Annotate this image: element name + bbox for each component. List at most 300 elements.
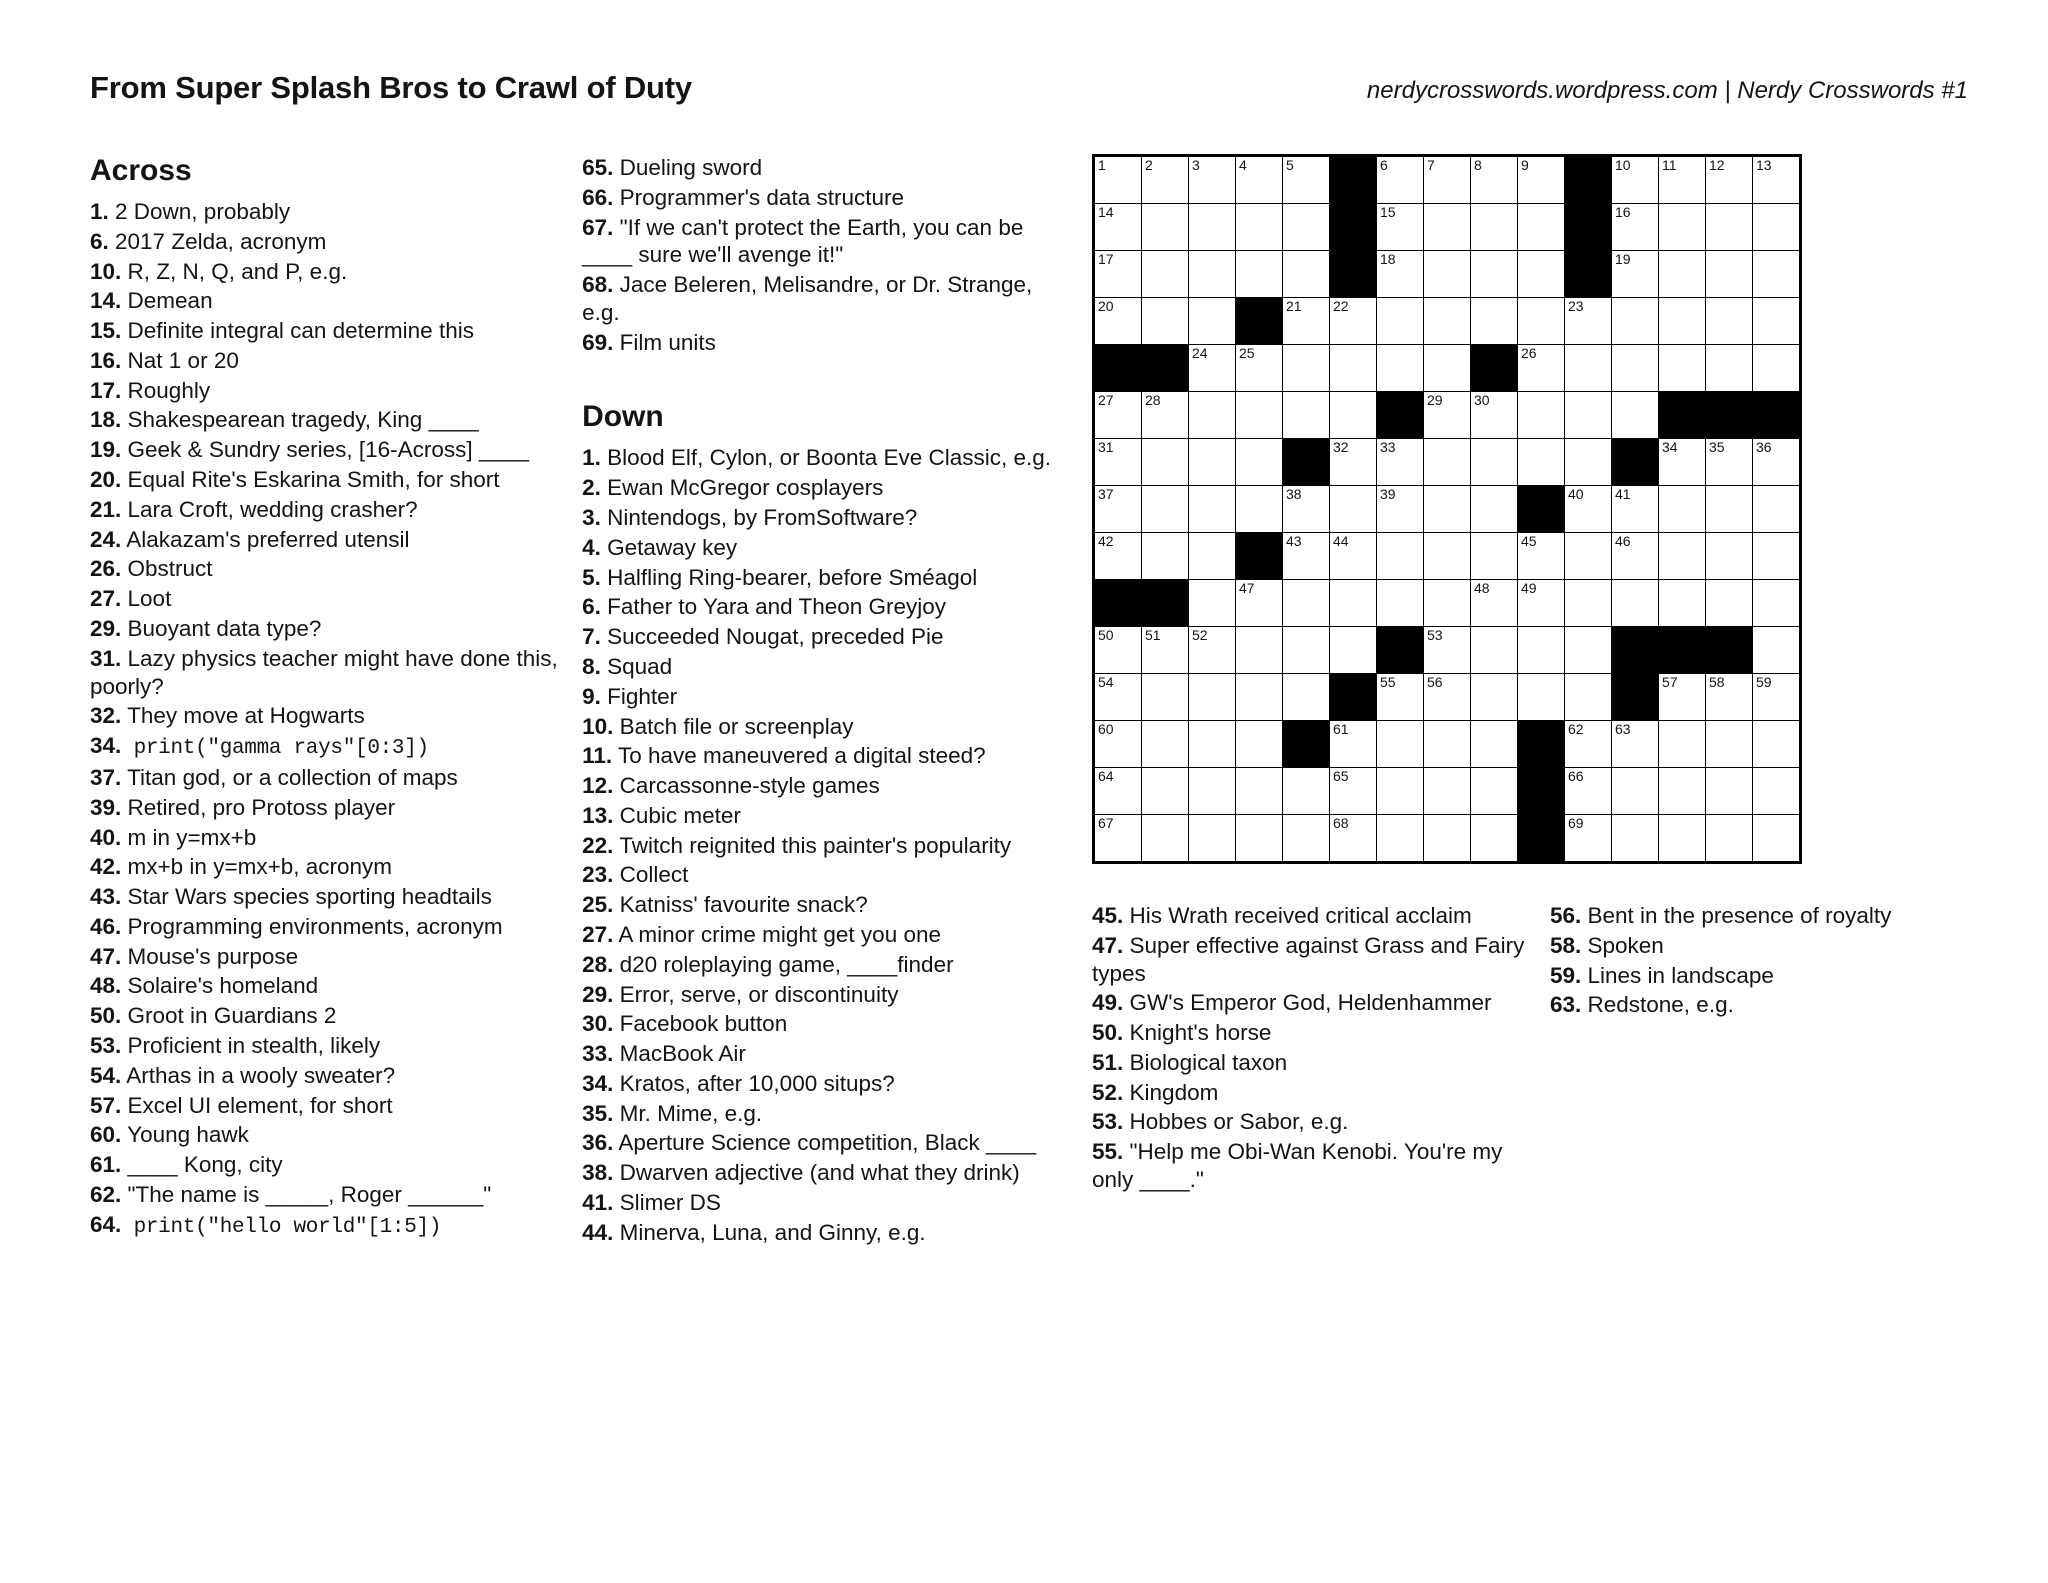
grid-cell[interactable] bbox=[1330, 439, 1377, 486]
clue-text: m in y=mx+b bbox=[121, 824, 257, 850]
grid-cell[interactable] bbox=[1283, 533, 1330, 580]
grid-cell[interactable] bbox=[1283, 815, 1330, 863]
grid-cell[interactable] bbox=[1753, 768, 1801, 815]
down-clue-list-1 bbox=[582, 444, 1064, 1246]
grid-cell-number: 41 bbox=[1615, 486, 1631, 502]
clue-number: 45. bbox=[1092, 903, 1124, 928]
grid-cell[interactable] bbox=[1659, 721, 1706, 768]
clue-text: print("gamma rays"[0:3]) bbox=[121, 737, 429, 761]
grid-cell[interactable] bbox=[1330, 345, 1377, 392]
grid-cell[interactable] bbox=[1094, 298, 1142, 345]
clue-item bbox=[90, 1092, 558, 1120]
grid-cell-number: 1 bbox=[1098, 157, 1106, 173]
grid-cell[interactable] bbox=[1706, 580, 1753, 627]
grid-cell[interactable] bbox=[1706, 815, 1753, 863]
across-clue-list-1 bbox=[90, 198, 558, 1241]
grid-cell[interactable] bbox=[1659, 298, 1706, 345]
clue-item bbox=[582, 593, 1064, 621]
grid-row bbox=[1094, 251, 1801, 298]
grid-cell[interactable] bbox=[1377, 580, 1424, 627]
clue-number: 29. bbox=[582, 981, 614, 1007]
grid-cell[interactable] bbox=[1424, 298, 1471, 345]
grid-cell[interactable] bbox=[1094, 768, 1142, 815]
grid-cell[interactable] bbox=[1330, 768, 1377, 815]
grid-cell[interactable] bbox=[1094, 815, 1142, 863]
grid-cell[interactable] bbox=[1659, 251, 1706, 298]
grid-cell[interactable] bbox=[1471, 439, 1518, 486]
grid-cell[interactable] bbox=[1471, 486, 1518, 533]
grid-cell[interactable] bbox=[1612, 251, 1659, 298]
grid-cell[interactable] bbox=[1142, 486, 1189, 533]
clue-text: Nintendogs, by FromSoftware? bbox=[600, 505, 918, 531]
grid-cell[interactable] bbox=[1189, 298, 1236, 345]
grid-cell[interactable] bbox=[1236, 486, 1283, 533]
grid-cell[interactable] bbox=[1706, 204, 1753, 251]
grid-cell-number: 5 bbox=[1286, 157, 1294, 173]
grid-cell[interactable] bbox=[1424, 674, 1471, 721]
clue-number: 66. bbox=[582, 184, 614, 210]
grid-cell[interactable] bbox=[1612, 768, 1659, 815]
clue-number: 64. bbox=[90, 1211, 122, 1237]
clue-item bbox=[582, 1159, 1064, 1187]
clue-text: Error, serve, or discontinuity bbox=[613, 981, 899, 1007]
grid-row bbox=[1094, 204, 1801, 251]
grid-cell[interactable] bbox=[1753, 486, 1801, 533]
clue-number: 13. bbox=[582, 802, 614, 828]
grid-cell[interactable] bbox=[1424, 204, 1471, 251]
grid-cell[interactable] bbox=[1236, 721, 1283, 768]
grid-cell[interactable] bbox=[1753, 439, 1801, 486]
clue-text: A minor crime might get you one bbox=[613, 921, 941, 947]
grid-cell[interactable] bbox=[1518, 580, 1565, 627]
clue-number: 50. bbox=[90, 1003, 122, 1029]
grid-cell[interactable] bbox=[1753, 815, 1801, 863]
grid-cell-number: 17 bbox=[1098, 251, 1114, 267]
grid-block-cell bbox=[1330, 156, 1377, 204]
grid-cell[interactable] bbox=[1565, 768, 1612, 815]
grid-cell[interactable] bbox=[1659, 486, 1706, 533]
clue-item bbox=[1550, 932, 1968, 960]
grid-cell[interactable] bbox=[1236, 392, 1283, 439]
grid-cell[interactable] bbox=[1189, 815, 1236, 863]
grid-cell[interactable] bbox=[1283, 627, 1330, 674]
grid-cell[interactable] bbox=[1377, 156, 1424, 204]
grid-cell[interactable] bbox=[1424, 251, 1471, 298]
clue-number: 50. bbox=[1092, 1020, 1124, 1046]
grid-block-cell bbox=[1565, 251, 1612, 298]
grid-row bbox=[1094, 345, 1801, 392]
clue-item bbox=[90, 615, 558, 643]
grid-cell[interactable] bbox=[1236, 204, 1283, 251]
clue-item bbox=[90, 702, 558, 730]
grid-block-cell bbox=[1518, 486, 1565, 533]
grid-cell[interactable] bbox=[1142, 439, 1189, 486]
grid-cell-number: 35 bbox=[1709, 439, 1725, 455]
grid-cell[interactable] bbox=[1753, 156, 1801, 204]
grid-cell[interactable] bbox=[1612, 298, 1659, 345]
grid-cell[interactable] bbox=[1094, 486, 1142, 533]
grid-cell[interactable] bbox=[1706, 345, 1753, 392]
grid-cell[interactable] bbox=[1706, 439, 1753, 486]
grid-cell[interactable] bbox=[1424, 345, 1471, 392]
grid-cell[interactable] bbox=[1706, 251, 1753, 298]
grid-cell[interactable] bbox=[1189, 533, 1236, 580]
clue-number: 16. bbox=[90, 347, 122, 373]
grid-cell[interactable] bbox=[1424, 533, 1471, 580]
grid-cell[interactable] bbox=[1142, 533, 1189, 580]
grid-cell[interactable] bbox=[1424, 721, 1471, 768]
grid-cell[interactable] bbox=[1471, 815, 1518, 863]
grid-cell[interactable] bbox=[1424, 156, 1471, 204]
clue-number: 53. bbox=[1092, 1109, 1124, 1135]
clue-text: Squad bbox=[600, 653, 673, 679]
grid-cell[interactable] bbox=[1659, 533, 1706, 580]
grid-cell-number: 59 bbox=[1756, 674, 1772, 690]
grid-cell[interactable] bbox=[1377, 768, 1424, 815]
grid-cell-number: 7 bbox=[1427, 157, 1435, 173]
grid-cell[interactable] bbox=[1236, 627, 1283, 674]
grid-block-cell bbox=[1706, 392, 1753, 439]
grid-cell[interactable] bbox=[1377, 486, 1424, 533]
grid-cell[interactable] bbox=[1424, 439, 1471, 486]
grid-cell[interactable] bbox=[1518, 345, 1565, 392]
grid-cell[interactable] bbox=[1753, 721, 1801, 768]
grid-cell[interactable] bbox=[1659, 204, 1706, 251]
grid-cell-number: 23 bbox=[1568, 298, 1584, 314]
clue-number: 32. bbox=[90, 703, 122, 729]
grid-cell[interactable] bbox=[1283, 298, 1330, 345]
grid-cell[interactable] bbox=[1094, 627, 1142, 674]
page-header bbox=[90, 70, 1968, 106]
grid-cell[interactable] bbox=[1094, 439, 1142, 486]
clue-number: 59. bbox=[1549, 962, 1582, 988]
grid-cell[interactable] bbox=[1142, 156, 1189, 204]
grid-cell[interactable] bbox=[1565, 533, 1612, 580]
grid-cell[interactable] bbox=[1330, 580, 1377, 627]
grid-cell[interactable] bbox=[1706, 156, 1753, 204]
grid-cell-number: 25 bbox=[1239, 345, 1255, 361]
grid-cell[interactable] bbox=[1330, 298, 1377, 345]
grid-cell[interactable] bbox=[1142, 674, 1189, 721]
grid-cell[interactable] bbox=[1753, 204, 1801, 251]
clue-item bbox=[582, 802, 1064, 830]
grid-cell[interactable] bbox=[1565, 345, 1612, 392]
clue-number: 61. bbox=[90, 1152, 122, 1178]
grid-cell[interactable] bbox=[1189, 674, 1236, 721]
grid-cell[interactable] bbox=[1565, 674, 1612, 721]
grid-cell[interactable] bbox=[1518, 533, 1565, 580]
grid-cell[interactable] bbox=[1565, 580, 1612, 627]
grid-cell[interactable] bbox=[1142, 204, 1189, 251]
grid-cell[interactable] bbox=[1189, 156, 1236, 204]
grid-cell[interactable] bbox=[1236, 580, 1283, 627]
grid-cell[interactable] bbox=[1424, 627, 1471, 674]
grid-cell[interactable] bbox=[1565, 486, 1612, 533]
grid-cell[interactable] bbox=[1377, 721, 1424, 768]
grid-cell[interactable] bbox=[1330, 815, 1377, 863]
grid-cell[interactable] bbox=[1471, 768, 1518, 815]
grid-cell[interactable] bbox=[1094, 204, 1142, 251]
clue-item bbox=[582, 1010, 1064, 1038]
clue-text: GW's Emperor God, Heldenhammer bbox=[1123, 990, 1492, 1016]
grid-cell[interactable] bbox=[1094, 251, 1142, 298]
clue-item bbox=[90, 347, 558, 375]
grid-cell[interactable] bbox=[1283, 392, 1330, 439]
grid-cell[interactable] bbox=[1424, 768, 1471, 815]
grid-cell-number: 38 bbox=[1286, 486, 1302, 502]
grid-cell[interactable] bbox=[1377, 204, 1424, 251]
grid-cell[interactable] bbox=[1471, 674, 1518, 721]
grid-cell[interactable] bbox=[1236, 439, 1283, 486]
grid-cell[interactable] bbox=[1659, 156, 1706, 204]
grid-cell[interactable] bbox=[1612, 721, 1659, 768]
grid-cell[interactable] bbox=[1283, 674, 1330, 721]
grid-cell[interactable] bbox=[1377, 251, 1424, 298]
page-content bbox=[90, 154, 1968, 1249]
grid-block-cell bbox=[1518, 815, 1565, 863]
grid-cell[interactable] bbox=[1094, 392, 1142, 439]
grid-cell[interactable] bbox=[1612, 392, 1659, 439]
grid-cell[interactable] bbox=[1377, 815, 1424, 863]
clue-item bbox=[90, 526, 558, 554]
clue-number: 38. bbox=[582, 1160, 614, 1186]
grid-cell[interactable] bbox=[1189, 251, 1236, 298]
grid-cell[interactable] bbox=[1236, 156, 1283, 204]
grid-cell[interactable] bbox=[1753, 533, 1801, 580]
grid-cell[interactable] bbox=[1094, 533, 1142, 580]
grid-cell-number: 56 bbox=[1427, 674, 1443, 690]
grid-cell[interactable] bbox=[1518, 156, 1565, 204]
clue-text: 2017 Zelda, acronym bbox=[108, 228, 327, 254]
grid-cell[interactable] bbox=[1377, 533, 1424, 580]
grid-cell[interactable] bbox=[1471, 580, 1518, 627]
grid-row bbox=[1094, 721, 1801, 768]
grid-cell[interactable] bbox=[1189, 439, 1236, 486]
grid-cell[interactable] bbox=[1424, 815, 1471, 863]
clue-item bbox=[90, 258, 558, 286]
grid-cell[interactable] bbox=[1189, 204, 1236, 251]
grid-cell[interactable] bbox=[1518, 674, 1565, 721]
clue-item bbox=[582, 951, 1064, 979]
grid-cell[interactable] bbox=[1236, 768, 1283, 815]
clue-item bbox=[90, 732, 558, 762]
grid-cell[interactable] bbox=[1518, 627, 1565, 674]
grid-block-cell bbox=[1094, 580, 1142, 627]
clue-text: They move at Hogwarts bbox=[121, 703, 365, 729]
grid-cell[interactable] bbox=[1377, 439, 1424, 486]
grid-cell[interactable] bbox=[1142, 251, 1189, 298]
grid-cell[interactable] bbox=[1565, 439, 1612, 486]
clue-number: 29. bbox=[90, 615, 122, 641]
grid-cell[interactable] bbox=[1471, 204, 1518, 251]
grid-cell[interactable] bbox=[1189, 721, 1236, 768]
grid-cell[interactable] bbox=[1753, 251, 1801, 298]
clue-item bbox=[1550, 902, 1968, 930]
grid-cell-number: 49 bbox=[1521, 580, 1537, 596]
grid-cell[interactable] bbox=[1471, 156, 1518, 204]
grid-cell[interactable] bbox=[1753, 345, 1801, 392]
grid-cell[interactable] bbox=[1471, 298, 1518, 345]
clue-number: 41. bbox=[582, 1190, 614, 1215]
grid-cell[interactable] bbox=[1330, 533, 1377, 580]
grid-cell[interactable] bbox=[1094, 156, 1142, 204]
grid-cell[interactable] bbox=[1283, 768, 1330, 815]
grid-cell[interactable] bbox=[1706, 721, 1753, 768]
grid-cell[interactable] bbox=[1424, 580, 1471, 627]
grid-cell[interactable] bbox=[1565, 627, 1612, 674]
grid-cell[interactable] bbox=[1565, 298, 1612, 345]
grid-cell[interactable] bbox=[1659, 580, 1706, 627]
clue-number: 6. bbox=[582, 594, 601, 620]
grid-block-cell bbox=[1283, 721, 1330, 768]
grid-cell[interactable] bbox=[1330, 486, 1377, 533]
clue-number: 36. bbox=[582, 1130, 614, 1156]
clue-text: Young hawk bbox=[121, 1122, 249, 1148]
grid-cell[interactable] bbox=[1189, 392, 1236, 439]
grid-cell[interactable] bbox=[1753, 298, 1801, 345]
grid-cell[interactable] bbox=[1424, 392, 1471, 439]
clue-text: Facebook button bbox=[613, 1011, 788, 1037]
grid-cell[interactable] bbox=[1706, 674, 1753, 721]
grid-cell[interactable] bbox=[1424, 486, 1471, 533]
grid-cell[interactable] bbox=[1142, 392, 1189, 439]
grid-cell[interactable] bbox=[1565, 721, 1612, 768]
grid-row bbox=[1094, 439, 1801, 486]
clue-item bbox=[582, 444, 1064, 472]
grid-cell[interactable] bbox=[1659, 439, 1706, 486]
grid-cell[interactable] bbox=[1283, 580, 1330, 627]
clue-text: Kingdom bbox=[1123, 1079, 1219, 1105]
grid-cell[interactable] bbox=[1659, 768, 1706, 815]
clue-text: Batch file or screenplay bbox=[613, 713, 854, 739]
grid-cell[interactable] bbox=[1189, 627, 1236, 674]
grid-cell[interactable] bbox=[1659, 674, 1706, 721]
grid-cell[interactable] bbox=[1471, 251, 1518, 298]
down-column-3 bbox=[1092, 902, 1550, 1196]
grid-cell[interactable] bbox=[1518, 204, 1565, 251]
grid-cell[interactable] bbox=[1283, 486, 1330, 533]
grid-cell-number: 61 bbox=[1333, 721, 1349, 737]
grid-cell[interactable] bbox=[1612, 204, 1659, 251]
grid-cell[interactable] bbox=[1236, 345, 1283, 392]
grid-cell[interactable] bbox=[1659, 815, 1706, 863]
grid-cell[interactable] bbox=[1612, 580, 1659, 627]
clue-item bbox=[1092, 1079, 1530, 1107]
grid-cell[interactable] bbox=[1377, 345, 1424, 392]
clue-text: Getaway key bbox=[600, 534, 738, 560]
grid-cell-number: 11 bbox=[1662, 157, 1677, 173]
grid-cell[interactable] bbox=[1706, 533, 1753, 580]
grid-cell-number: 4 bbox=[1239, 157, 1247, 173]
grid-cell-number: 30 bbox=[1474, 392, 1490, 408]
grid-cell[interactable] bbox=[1612, 533, 1659, 580]
clue-number: 51. bbox=[1092, 1049, 1124, 1075]
grid-cell[interactable] bbox=[1094, 721, 1142, 768]
grid-cell[interactable] bbox=[1612, 486, 1659, 533]
clue-item bbox=[582, 329, 1064, 357]
grid-cell[interactable] bbox=[1753, 674, 1801, 721]
grid-block-cell bbox=[1518, 768, 1565, 815]
grid-cell[interactable] bbox=[1612, 156, 1659, 204]
grid-cell[interactable] bbox=[1377, 298, 1424, 345]
grid-cell[interactable] bbox=[1471, 721, 1518, 768]
grid-cell[interactable] bbox=[1236, 815, 1283, 863]
grid-cell[interactable] bbox=[1142, 627, 1189, 674]
grid-cell[interactable] bbox=[1094, 674, 1142, 721]
grid-cell[interactable] bbox=[1283, 345, 1330, 392]
crossword-grid[interactable] bbox=[1092, 154, 1802, 864]
grid-cell[interactable] bbox=[1236, 674, 1283, 721]
grid-cell[interactable] bbox=[1142, 815, 1189, 863]
grid-cell[interactable] bbox=[1706, 768, 1753, 815]
clue-item bbox=[582, 271, 1064, 327]
clue-text: Spoken bbox=[1581, 932, 1664, 958]
grid-cell[interactable] bbox=[1471, 533, 1518, 580]
grid-cell[interactable] bbox=[1518, 439, 1565, 486]
clue-item bbox=[90, 1032, 558, 1060]
grid-cell[interactable] bbox=[1189, 345, 1236, 392]
grid-cell[interactable] bbox=[1330, 627, 1377, 674]
grid-cell[interactable] bbox=[1471, 392, 1518, 439]
grid-cell[interactable] bbox=[1659, 345, 1706, 392]
grid-cell[interactable] bbox=[1189, 486, 1236, 533]
grid-cell[interactable] bbox=[1189, 580, 1236, 627]
grid-cell[interactable] bbox=[1142, 298, 1189, 345]
clue-text: Roughly bbox=[121, 377, 211, 403]
grid-cell[interactable] bbox=[1471, 627, 1518, 674]
grid-cell[interactable] bbox=[1612, 345, 1659, 392]
grid-cell[interactable] bbox=[1330, 721, 1377, 768]
grid-cell-number: 52 bbox=[1192, 627, 1208, 643]
grid-cell[interactable] bbox=[1283, 156, 1330, 204]
grid-cell[interactable] bbox=[1706, 298, 1753, 345]
grid-cell[interactable] bbox=[1518, 298, 1565, 345]
clue-item bbox=[1092, 932, 1530, 988]
clue-item bbox=[582, 184, 1064, 212]
grid-cell[interactable] bbox=[1189, 768, 1236, 815]
grid-cell-number: 28 bbox=[1145, 392, 1161, 408]
clue-item bbox=[582, 1129, 1064, 1157]
clue-text: Super effective against Grass and Fairy types bbox=[1092, 932, 1525, 986]
grid-cell[interactable] bbox=[1518, 392, 1565, 439]
grid-row bbox=[1094, 674, 1801, 721]
grid-cell[interactable] bbox=[1142, 721, 1189, 768]
grid-cell[interactable] bbox=[1283, 251, 1330, 298]
grid-cell-number: 69 bbox=[1568, 815, 1584, 831]
grid-cell[interactable] bbox=[1706, 486, 1753, 533]
grid-cell[interactable] bbox=[1377, 674, 1424, 721]
grid-cell[interactable] bbox=[1283, 204, 1330, 251]
grid-cell[interactable] bbox=[1753, 580, 1801, 627]
clue-number: 1. bbox=[582, 445, 601, 471]
clue-number: 1. bbox=[90, 199, 109, 224]
grid-cell[interactable] bbox=[1565, 392, 1612, 439]
grid-cell[interactable] bbox=[1518, 251, 1565, 298]
clue-item bbox=[90, 794, 558, 822]
clue-text: Slimer DS bbox=[613, 1190, 721, 1215]
grid-cell[interactable] bbox=[1236, 251, 1283, 298]
clue-text: Aperture Science competition, Black ____ bbox=[613, 1130, 1037, 1156]
grid-cell[interactable] bbox=[1565, 815, 1612, 863]
grid-cell[interactable] bbox=[1330, 392, 1377, 439]
clue-item bbox=[582, 214, 1064, 270]
grid-cell[interactable] bbox=[1612, 815, 1659, 863]
clue-text: Kratos, after 10,000 situps? bbox=[613, 1070, 895, 1096]
clue-item bbox=[1092, 1138, 1530, 1194]
grid-cell-number: 46 bbox=[1615, 533, 1631, 549]
grid-cell[interactable] bbox=[1142, 768, 1189, 815]
grid-cell-number: 20 bbox=[1098, 298, 1114, 314]
